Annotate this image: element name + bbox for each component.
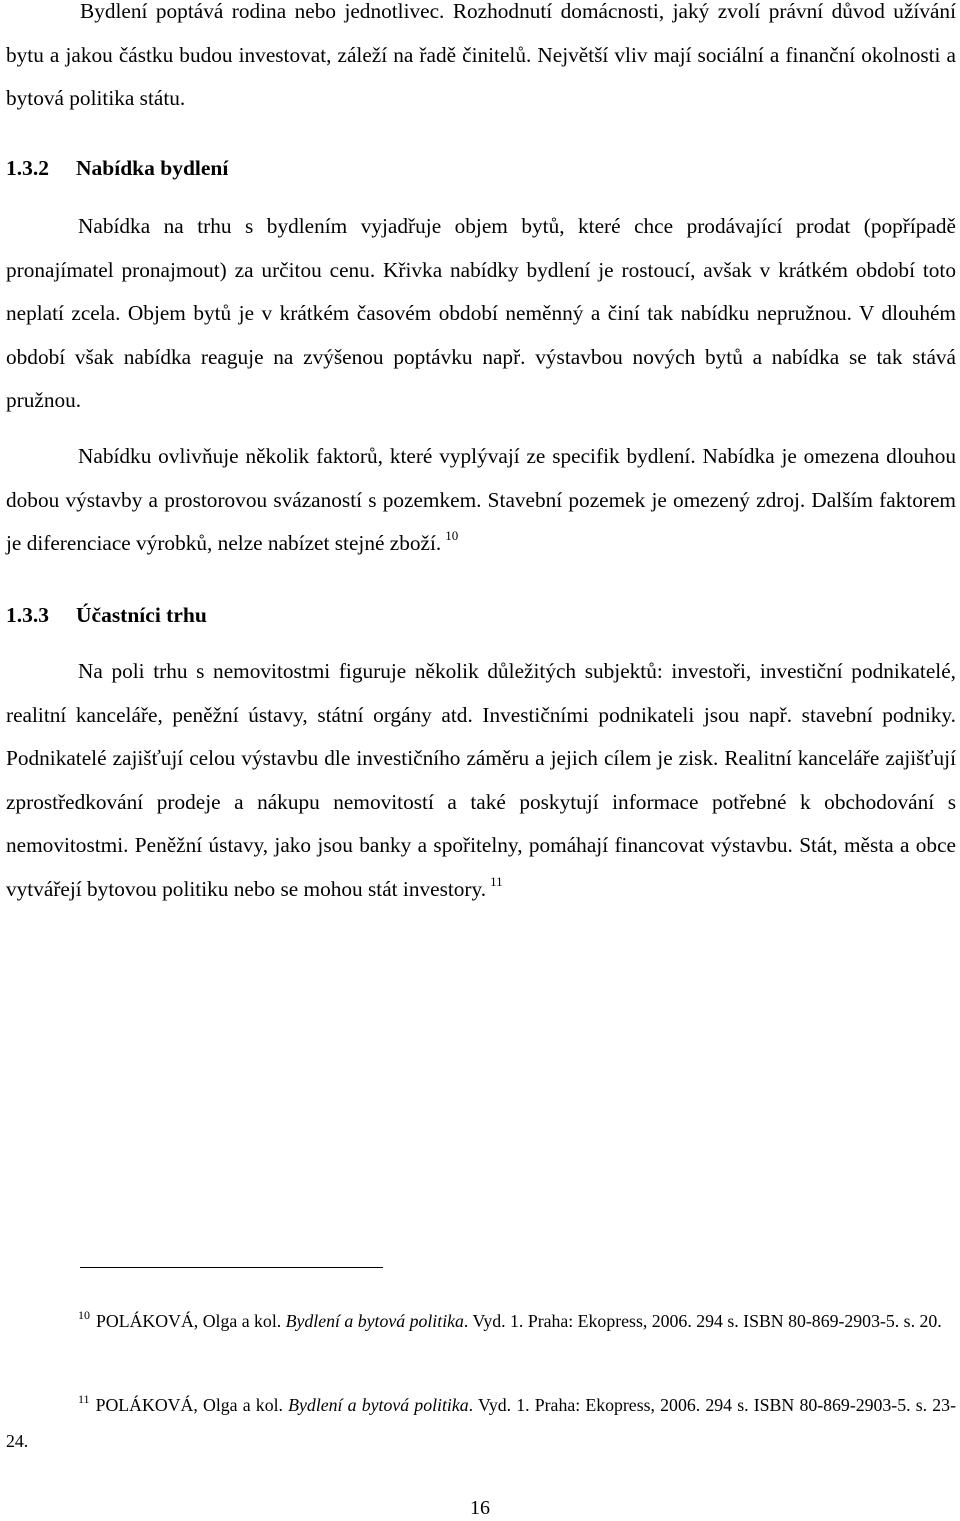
footnote-author: POLÁKOVÁ, Olga a kol. [96, 1311, 282, 1331]
intro-text: Bydlení poptává rodina nebo jednotlivec. Rozhodnutí domácnosti, jaký zvolí právní důvod užívání bytu a jakou částku budou investovat, záleží na řadě činitelů. Největší vliv mají sociální a finanční okolnosti a bytová politika státu. [6, 0, 956, 110]
participants-paragraph [6, 650, 956, 911]
intro-paragraph [6, 0, 956, 121]
footnote-author: POLÁKOVÁ, Olga a kol. [95, 1395, 283, 1415]
footnote-book-title: Bydlení a bytová politika [285, 1311, 464, 1331]
section-number: 1.3.3 [6, 603, 49, 627]
section-number: 1.3.2 [6, 156, 49, 180]
footnote-details: . Vyd. 1. Praha: Ekopress, 2006. 294 s. ISBN 80-869-2903-5. s. 20. [463, 1311, 942, 1331]
section-title: Nabídka bydlení [76, 156, 229, 180]
footnote-10 [6, 1303, 956, 1339]
footnote-reference[interactable]: 11 [490, 873, 503, 889]
offer-paragraph-2-text: Nabídku ovlivňuje několik faktorů, které vyplývají ze specifik bydlení. Nabídka je omezena dlouhou dobou výstavby a prostorovou svázaností s pozemkem. Stavební pozemek je omezený zdroj. Dalším faktorem je diferenciace výrobků, nelze nabízet stejné zboží. [6, 444, 956, 555]
offer-paragraph-1-text: Nabídka na trhu s bydlením vyjadřuje objem bytů, které chce prodávající prodat (popřípadě pronajímatel pronajmout) za určitou cenu. Křivka nabídky bydlení je rostoucí, avšak v krátkém období toto neplatí zcela. Objem bytů je v krátkém časovém období neměnný a činí tak nabídku nepružnou. V dlouhém období však nabídka reaguje na zvýšenou poptávku např. výstavbou nových bytů a nabídka se tak stává pružnou. [6, 214, 956, 412]
footnote-details: . Vyd. 1. Praha: Ekopress, 2006. 294 s. ISBN 80-869-2903-5. s. 23-24. [6, 1395, 956, 1451]
section-title: Účastníci trhu [76, 603, 207, 627]
participants-paragraph-text: Na poli trhu s nemovitostmi figuruje několik důležitých subjektů: investoři, investiční podnikatelé, realitní kanceláře, peněžní ústavy, státní orgány atd. Investičními podnikateli jsou např. stavební podniky. Podnikatelé zajišťují celou výstavbu dle investičního záměru a jejich cílem je zisk. Realitní kanceláře zajišťují zprostředkování prodeje a nákupu nemovitostí a také poskytují informace potřebné k obchodování s nemovitostmi. Peněžní ústavy, jako jsou banky a spořitelny, pomáhají financovat výstavbu. Stát, města a obce vytvářejí bytovou politiku nebo se mohou stát investory. [6, 659, 956, 901]
footnote-11 [6, 1387, 956, 1459]
footnote-number: 11 [78, 1392, 90, 1406]
section-heading-1-3-3 [6, 600, 207, 630]
footnote-number: 10 [78, 1308, 90, 1322]
footnote-book-title: Bydlení a bytová politika [288, 1395, 469, 1415]
section-heading-1-3-2 [6, 153, 228, 183]
offer-paragraph-2 [6, 435, 956, 566]
offer-paragraph-1 [6, 205, 956, 423]
footnote-separator [80, 1267, 383, 1268]
footnote-reference[interactable]: 10 [445, 528, 459, 543]
page-number: 16 [470, 1497, 490, 1519]
